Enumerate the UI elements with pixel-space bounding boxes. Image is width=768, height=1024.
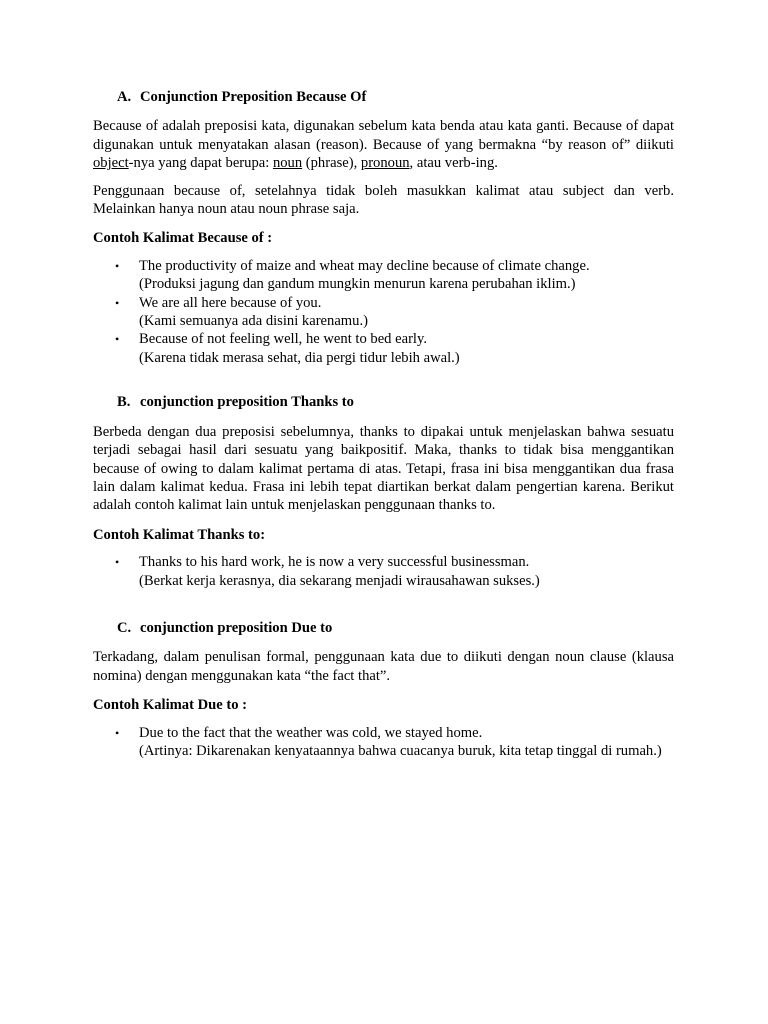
bullet-icon: • (115, 258, 120, 273)
list-item (93, 257, 674, 294)
section-a-examples-label: Contoh Kalimat Because of : (93, 230, 273, 247)
list-item (93, 294, 674, 331)
section-number: C. (117, 619, 132, 636)
section-b-paragraph: Berbeda dengan dua preposisi sebelumnya, thanks to dipakai untuk menjelaskan bahwa sesuatu terjadi sebagai hasil dari sesuatu yang baikpositif. Maka, thanks to tidak bisa menggantikan because of owing to dalam kalimat pertama di atas. Tetapi, frasa ini bisa menggantikan dua frasa lain dalam kalimat kedua. Frasa ini lebih tepat diartikan berkat dalam pengertian karena. Berikut adalah contoh kalimat lain untuk menjelaskan penggunaan thanks to. (93, 423, 674, 514)
text-run: , atau verb-ing. (409, 155, 498, 172)
example-translation: (Kami semuanya ada disini karenamu.) (139, 313, 368, 330)
section-c-examples-label: Contoh Kalimat Due to : (93, 697, 248, 714)
underlined-term: pronoun (360, 155, 410, 172)
section-b-examples-label: Contoh Kalimat Thanks to: (93, 526, 266, 543)
example-english: Thanks to his hard work, he is now a very successful businessman. (139, 554, 530, 571)
example-english: Due to the fact that the weather was cold, we stayed home. (139, 724, 483, 741)
underlined-term: noun (272, 155, 303, 172)
section-b-heading (117, 393, 674, 411)
section-a-examples-list (93, 257, 674, 367)
section-number: B. (117, 394, 131, 411)
list-item (93, 330, 674, 367)
example-translation: (Berkat kerja kerasnya, dia sekarang menjadi wirausahawan sukses.) (139, 572, 540, 589)
text-run: -nya yang dapat berupa: (128, 155, 273, 172)
example-translation: (Produksi jagung dan gandum mungkin menurun karena perubahan iklim.) (139, 276, 576, 293)
section-b-examples-list (93, 553, 674, 590)
section-c-paragraph: Terkadang, dalam penulisan formal, penggunaan kata due to diikuti dengan noun clause (klausa nomina) dengan menggunakan kata “the fact that”. (93, 649, 674, 684)
section-title: conjunction preposition Due to (140, 619, 333, 636)
section-c-heading (117, 619, 674, 637)
section-a-heading (117, 88, 674, 106)
text-run: Because of adalah preposisi kata, digunakan sebelum kata benda atau kata ganti. Because of dapat digunakan untuk menyatakan alasan (reason). Because of yang bermakna “by reason of” diikuti (93, 118, 674, 153)
underlined-term: object (93, 155, 129, 172)
bullet-icon: • (115, 332, 120, 347)
example-translation: (Karena tidak merasa sehat, dia pergi tidur lebih awal.) (139, 349, 460, 366)
example-english: We are all here because of you. (139, 294, 322, 311)
example-english: Because of not feeling well, he went to bed early. (139, 331, 427, 348)
text-run: (phrase), (302, 155, 361, 172)
section-number: A. (117, 89, 132, 105)
list-item (93, 553, 674, 590)
list-item (93, 724, 674, 761)
bullet-icon: • (115, 555, 120, 570)
example-english: The productivity of maize and wheat may decline because of climate change. (139, 257, 590, 274)
document-page (93, 82, 674, 760)
example-translation: (Artinya: Dikarenakan kenyataannya bahwa cuacanya buruk, kita tetap tinggal di rumah.) (139, 742, 662, 759)
section-title: conjunction preposition Thanks to (140, 394, 354, 411)
section-a-paragraph-1 (93, 117, 674, 172)
bullet-icon: • (115, 725, 120, 740)
section-c-examples-list (93, 724, 674, 761)
bullet-icon: • (115, 295, 120, 310)
section-a-paragraph-2: Penggunaan because of, setelahnya tidak boleh masukkan kalimat atau subject dan verb. Melainkan hanya noun atau noun phrase saja. (93, 182, 674, 218)
section-title: Conjunction Preposition Because Of (140, 89, 367, 105)
